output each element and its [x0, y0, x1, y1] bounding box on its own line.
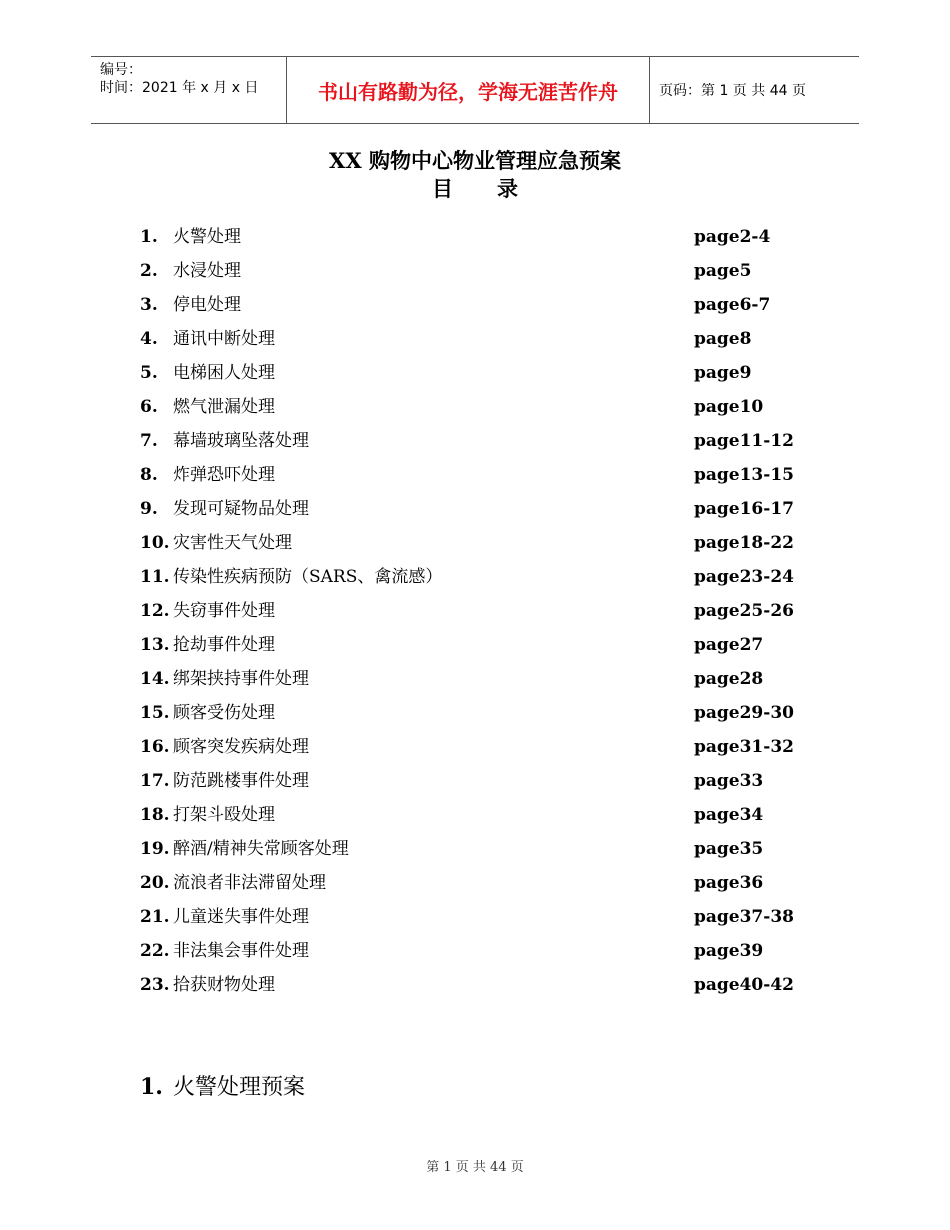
toc-entry-label: 发现可疑物品处理: [173, 499, 309, 519]
toc-entry-page: page16-17: [694, 499, 794, 519]
page-header: [91, 56, 859, 124]
toc-entry-number: 5.: [140, 363, 158, 383]
toc-entry-page: page31-32: [694, 737, 794, 757]
header-page-info: 页码：第 1 页 共 44 页: [659, 83, 806, 99]
toc-entry-number: 14.: [140, 669, 170, 689]
document-title: XX 购物中心物业管理应急预案: [329, 148, 621, 173]
toc-entry-number: 7.: [140, 431, 158, 451]
toc-entry-label: 醉酒/精神失常顾客处理: [173, 839, 349, 859]
toc-entry-label: 停电处理: [173, 295, 241, 315]
toc-entry[interactable]: [140, 598, 840, 632]
toc-entry[interactable]: [140, 938, 840, 972]
toc-heading-left: 目: [432, 176, 453, 201]
toc-entry-number: 6.: [140, 397, 158, 417]
toc-entry-page: page39: [694, 941, 764, 961]
toc-entry-number: 13.: [140, 635, 170, 655]
toc-entry-number: 21.: [140, 907, 170, 927]
header-meta: [91, 57, 287, 123]
toc-entry-number: 19.: [140, 839, 170, 859]
header-date: 时间：2021 年 x 月 x 日: [100, 80, 259, 96]
toc-entry-number: 10.: [140, 533, 170, 553]
toc-entry-label: 防范跳楼事件处理: [173, 771, 309, 791]
toc-entry-page: page18-22: [694, 533, 794, 553]
toc-entry[interactable]: [140, 360, 840, 394]
toc-entry-page: page9: [694, 363, 752, 383]
toc-entry-label: 水浸处理: [173, 261, 241, 281]
toc-entry-label: 打架斗殴处理: [173, 805, 275, 825]
page-footer: 第 1 页 共 44 页: [426, 1160, 524, 1175]
toc-entry-number: 17.: [140, 771, 170, 791]
toc-entry-page: page25-26: [694, 601, 794, 621]
toc-entry-number: 9.: [140, 499, 158, 519]
toc-entry[interactable]: [140, 326, 840, 360]
toc-entry[interactable]: [140, 564, 840, 598]
toc-entry-page: page34: [694, 805, 764, 825]
toc-entry[interactable]: [140, 904, 840, 938]
toc-entry[interactable]: [140, 700, 840, 734]
toc-entry[interactable]: [140, 428, 840, 462]
toc-entry-label: 抢劫事件处理: [173, 635, 275, 655]
toc-entry-label: 流浪者非法滞留处理: [173, 873, 326, 893]
toc-entry[interactable]: [140, 496, 840, 530]
toc-entry[interactable]: [140, 292, 840, 326]
toc-entry-label: 顾客受伤处理: [173, 703, 275, 723]
table-of-contents: [140, 224, 840, 1006]
toc-entry-label: 炸弹恐吓处理: [173, 465, 275, 485]
toc-entry-label: 传染性疾病预防（SARS、禽流感）: [173, 567, 443, 587]
toc-entry[interactable]: [140, 666, 840, 700]
toc-entry-page: page29-30: [694, 703, 794, 723]
toc-entry-number: 4.: [140, 329, 158, 349]
toc-entry-number: 23.: [140, 975, 170, 995]
toc-entry-page: page2-4: [694, 227, 771, 247]
section-heading: [140, 1070, 305, 1101]
toc-entry-number: 18.: [140, 805, 170, 825]
toc-entry[interactable]: [140, 734, 840, 768]
toc-entry[interactable]: [140, 258, 840, 292]
toc-entry-number: 11.: [140, 567, 170, 587]
toc-entry[interactable]: [140, 768, 840, 802]
toc-entry-page: page35: [694, 839, 764, 859]
toc-entry-page: page36: [694, 873, 764, 893]
toc-entry-number: 2.: [140, 261, 158, 281]
toc-entry-label: 绑架挟持事件处理: [173, 669, 309, 689]
toc-heading: [0, 173, 950, 203]
toc-entry-label: 非法集会事件处理: [173, 941, 309, 961]
toc-entry[interactable]: [140, 972, 840, 1006]
toc-entry-page: page8: [694, 329, 752, 349]
toc-entry-label: 火警处理: [173, 227, 241, 247]
toc-entry-page: page27: [694, 635, 764, 655]
toc-entry-label: 通讯中断处理: [173, 329, 275, 349]
toc-entry[interactable]: [140, 802, 840, 836]
toc-entry-label: 拾获财物处理: [173, 975, 275, 995]
toc-entry-number: 20.: [140, 873, 170, 893]
toc-entry-label: 幕墙玻璃坠落处理: [173, 431, 309, 451]
toc-entry-number: 8.: [140, 465, 158, 485]
toc-entry-page: page23-24: [694, 567, 794, 587]
toc-entry-number: 12.: [140, 601, 170, 621]
toc-entry[interactable]: [140, 530, 840, 564]
toc-entry[interactable]: [140, 836, 840, 870]
section-number: 1.: [140, 1074, 163, 1100]
toc-entry-label: 电梯困人处理: [173, 363, 275, 383]
section-title: 火警处理预案: [173, 1075, 306, 1100]
toc-entry-number: 15.: [140, 703, 170, 723]
toc-entry-page: page13-15: [694, 465, 794, 485]
toc-entry[interactable]: [140, 870, 840, 904]
toc-entry-page: page5: [694, 261, 752, 281]
toc-entry-page: page28: [694, 669, 764, 689]
toc-entry-label: 燃气泄漏处理: [173, 397, 275, 417]
toc-entry[interactable]: [140, 394, 840, 428]
toc-entry[interactable]: [140, 462, 840, 496]
toc-entry-page: page33: [694, 771, 764, 791]
toc-entry-number: 3.: [140, 295, 158, 315]
toc-entry-label: 失窃事件处理: [173, 601, 275, 621]
toc-entry-number: 22.: [140, 941, 170, 961]
toc-entry-page: page37-38: [694, 907, 794, 927]
toc-entry-label: 顾客突发疾病处理: [173, 737, 309, 757]
toc-entry-page: page11-12: [694, 431, 794, 451]
toc-heading-right: 录: [497, 176, 518, 201]
toc-entry-page: page6-7: [694, 295, 771, 315]
toc-entry-page: page40-42: [694, 975, 794, 995]
toc-entry[interactable]: [140, 632, 840, 666]
toc-entry-number: 1.: [140, 227, 158, 247]
toc-entry-page: page10: [694, 397, 764, 417]
toc-entry-number: 16.: [140, 737, 170, 757]
header-motto: 书山有路勤为径，学海无涯苦作舟: [287, 57, 650, 123]
toc-entry-label: 儿童迷失事件处理: [173, 907, 309, 927]
header-number-label: 编号：: [100, 62, 142, 78]
toc-entry-label: 灾害性天气处理: [173, 533, 292, 553]
toc-entry[interactable]: [140, 224, 840, 258]
